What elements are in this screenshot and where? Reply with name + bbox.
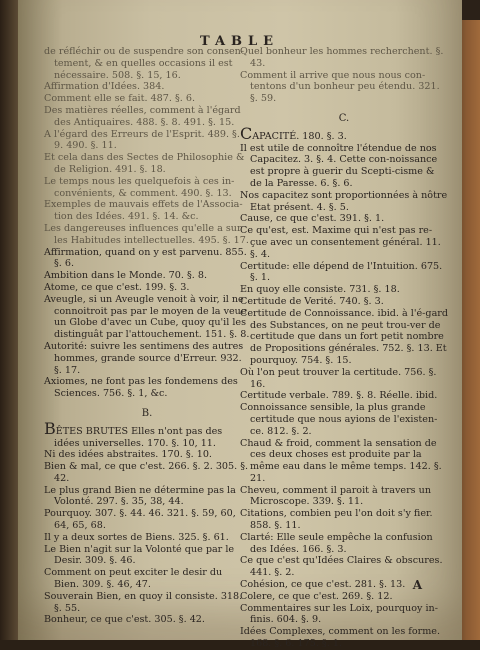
entry-text: Quel bonheur les hommes recherchent. §. 43. [240, 46, 444, 69]
index-entry [240, 261, 448, 285]
entry-text: Le plus grand Bien ne détermine pas la Volonté. 297. §. 35, 38, 44. [44, 484, 236, 508]
index-entry [44, 282, 250, 294]
section-letter-b: B. [141, 407, 153, 419]
entry-text: Certitude: elle dépend de l'Intuition. 675. §. 1. [240, 260, 443, 284]
entry-text: Atome, ce que c'est. 199. §. 3. [44, 281, 190, 293]
entry-text: Bien & mal, ce que c'est. 266. §. 2. 305. §. 42. [44, 461, 249, 484]
entry-text: Chaud & froid, comment la sensation de ces deux choses est produite par la même eau dans le même temps. 142. §. 21. [240, 437, 442, 484]
index-entry [44, 129, 250, 153]
index-entry [44, 567, 250, 591]
entry-text: Cheveu, comment il paroit à travers un Microscope. 339. §. 11. [240, 484, 432, 508]
entry-text: Le Bien n'agit sur la Volonté que par le Desir. 309. §. 46. [44, 543, 235, 567]
index-entry [240, 390, 448, 402]
index-entry [44, 485, 250, 509]
entry-text: Les dangereuses influences qu'elle a sur les Habitudes intellectuelles. 495. §. 17. [44, 222, 249, 246]
entry-text: APACITÉ. 180. §. 3. [252, 130, 347, 142]
entry-text: A l'égard des Erreurs de l'Esprit. 489. §. 9. 490. §. 11. [44, 128, 240, 152]
index-entry [44, 376, 250, 400]
index-entry [44, 93, 250, 105]
index-entry [44, 461, 250, 485]
index-entry [240, 284, 448, 296]
entry-text: Certitude de Connoissance. ibid. à l'é-gard des Substances, on ne peut trou-ver de certitude que dans un fort petit nombre de Propositions générales. 752. §. 13. Et pourquoy. 754. §. 15. [240, 307, 449, 366]
left-top-entries [44, 46, 253, 400]
entry-text: Certitude de Verité. 740. §. 3. [240, 295, 384, 307]
index-entry [240, 213, 448, 225]
right-top-entries [240, 46, 448, 105]
entry-text: Le temps nous les quelquefois à ces in-convénients, & comment. 490. §. 13. [44, 175, 235, 199]
b-entries [44, 418, 250, 627]
index-entry [44, 176, 250, 200]
entry-text: Des matières réelles, comment à l'égard des Antiquaires. 488. §. 8. 491. §. 15. [44, 104, 241, 128]
running-head: TABLE [200, 34, 280, 49]
entry-text: Comment il arrive que nous nous con-tentons d'un bonheur peu étendu. 321. §. 59. [240, 69, 440, 105]
index-entry [44, 270, 250, 282]
entry-text: Souverain Bien, en quoy il consiste. 318. §. 55. [44, 590, 243, 614]
index-entry [44, 199, 250, 223]
entry-text: Où l'on peut trouver la certitude. 756. §. 16. [240, 366, 437, 390]
entry-text: Autorité: suivre les sentimens des autres hommes, grande source d'Erreur. 932. §. 17. [44, 340, 244, 376]
index-entry [44, 449, 250, 461]
book-page [18, 0, 462, 650]
entry-text: Bonheur, ce que c'est. 305. §. 42. [44, 614, 205, 626]
entry-text: Il y a deux sortes de Biens. 325. §. 61. [44, 531, 229, 543]
entry-text: Commentaires sur les Loix, pourquoy in-finis. 604. §. 9. [240, 602, 438, 626]
index-entry [44, 105, 250, 129]
index-entry [240, 508, 448, 532]
index-entry [240, 46, 448, 70]
drop-cap: C [240, 123, 253, 143]
entry-text: Ce qu'est, est. Maxime qui n'est pas re-çue avec un consentement général. 11. §. 4. [240, 225, 441, 260]
index-entry [240, 123, 448, 143]
index-entry [240, 532, 448, 556]
index-entry [240, 143, 448, 190]
entry-text: Axiomes, ne font pas les fondemens des Sciences. 756. §. 1, &c. [44, 376, 238, 400]
entry-text: Affirmation d'Idées. 384. [44, 81, 165, 93]
index-entry [240, 402, 448, 437]
index-entry [240, 603, 448, 627]
signature-mark: A [412, 578, 422, 592]
index-entry [44, 223, 250, 247]
index-entry [240, 190, 448, 214]
entry-text: Pourquoy. 307. §. 44. 46. 321. §. 59, 60, 64, 65, 68. [44, 508, 236, 532]
entry-text: Cohésion, ce que c'est. 281. §. 13. [240, 579, 406, 591]
entry-text: Exemples de mauvais effets de l'Associa-tion des Idées. 491. §. 14. &c. [44, 199, 243, 223]
entry-text: Clarté: Elle seule empêche la confusion des Idées. 166. §. 3. [240, 531, 433, 555]
entry-text: Affirmation, quand on y est parvenu. 855. §. 6. [44, 246, 247, 270]
index-entry [44, 508, 250, 532]
index-entry [44, 614, 250, 626]
entry-text: ÊTES BRUTES Elles n'ont pas des idées universelles. 170. §. 10, 11. [54, 425, 223, 449]
entry-text: Ni des idées abstraites. 170. §. 10. [44, 449, 212, 461]
entry-text: Nos capacitez sont proportionnées à nôtre Etat présent. 4. §. 5. [240, 189, 448, 213]
entry-text: Colere, ce que c'est. 269. §. 12. [240, 590, 393, 602]
entry-text: Il est utile de connoître l'étendue de nos Capacitez. 3. §. 4. Cette con-noissance est propre à guerir du Scepti-cisme & de la Paresse. 6. §. 6. [240, 142, 438, 189]
entry-text: Comment elle se fait. 487. §. 6. [44, 93, 196, 105]
entry-text: Connoissance sensible, la plus grande certitude que nous ayions de l'existen-ce. 812. §. 2. [240, 402, 438, 437]
index-entry [240, 308, 448, 367]
index-entry [240, 438, 448, 485]
index-entry [44, 544, 250, 568]
index-entry [240, 367, 448, 391]
entry-text: Citations, combien peu l'on doit s'y fier. 858. §. 11. [240, 508, 433, 532]
c-entries [240, 123, 449, 650]
index-entry [44, 418, 250, 450]
index-entry [44, 46, 250, 81]
entry-text: Et cela dans des Sectes de Philosophie & de Religion. 491. §. 18. [44, 152, 245, 175]
index-entry [44, 152, 250, 176]
index-entry [44, 341, 250, 376]
entry-text: Cause, ce que c'est. 391. §. 1. [240, 213, 385, 225]
section-letter-c: C. [338, 112, 350, 124]
entry-text: Aveugle, si un Aveugle venoit à voir, il ne connoitroit pas par le moyen de la veue un Globe d'avec un Cube, quoy qu'il les distinguât par l'attouchement. 151. §. 8. [44, 293, 250, 341]
entry-text: Comment on peut exciter le desir du Bien. 309. §. 46, 47. [44, 567, 223, 591]
index-entry [240, 296, 448, 308]
entry-text: Idées Complexes, comment on les forme. 168. §. 6. 175. §. 1. [240, 626, 441, 650]
index-entry [240, 485, 448, 509]
index-entry [240, 555, 448, 579]
entry-text: Certitude verbale. 789. §. 8. Réelle. ibid. [240, 390, 438, 402]
drop-cap: B [44, 418, 56, 438]
entry-text: En quoy elle consiste. 731. §. 18. [240, 284, 400, 296]
index-entry [240, 225, 448, 260]
entry-text: Ce que c'est qu'Idées Claires & obscures. 441. §. 2. [240, 555, 443, 579]
left-column [44, 46, 253, 626]
index-entry [44, 532, 250, 544]
entry-text: de réfléchir ou de suspendre son consen-tement, & en quelles occasions il est nécessaire. 508. §. 15, 16. [44, 46, 245, 81]
index-entry [44, 81, 250, 93]
index-entry [44, 591, 250, 615]
index-entry [240, 70, 448, 105]
index-entry [44, 247, 250, 271]
index-entry [44, 294, 250, 341]
index-entry [240, 591, 448, 603]
right-column [240, 46, 448, 650]
index-entry [240, 626, 448, 650]
entry-text: Ambition dans le Monde. 70. §. 8. [44, 270, 208, 282]
